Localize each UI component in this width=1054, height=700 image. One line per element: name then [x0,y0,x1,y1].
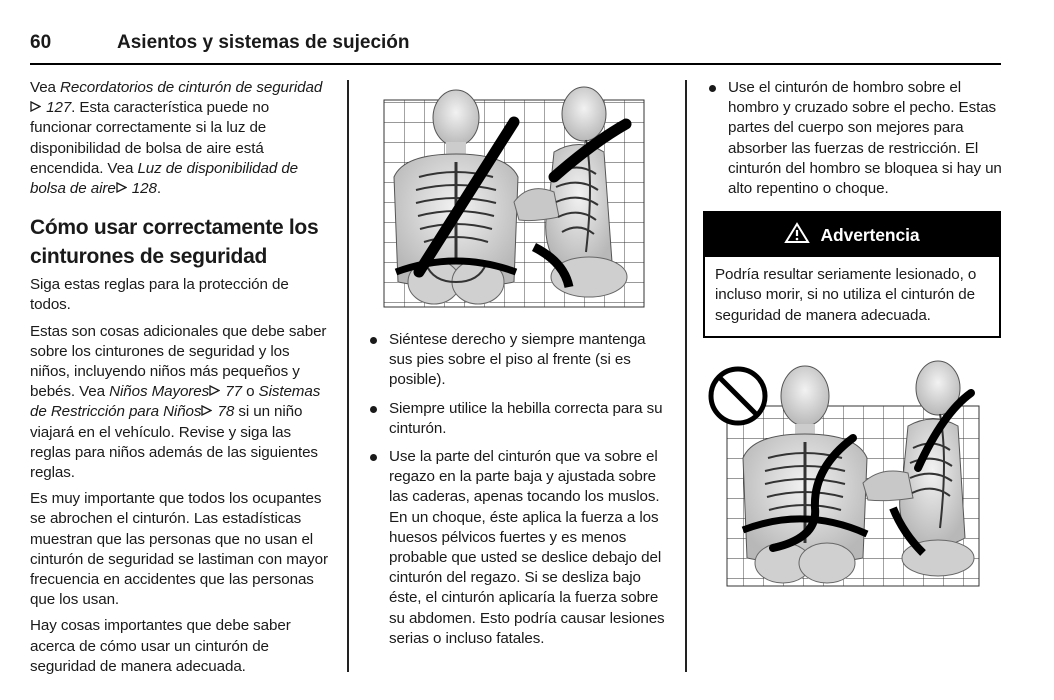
text: . Esta característica puede no funcionar correctamente si la luz de disponibilidad de bolsa de aire está encendida. Vea [30,99,270,177]
text: si un niño viajará en el vehículo. Revise y siga las reglas para niños además de las siguientes reglas. [30,403,318,482]
link-child-restraints[interactable]: Sistemas de Restricción para Niños [30,383,321,421]
link-airbag-light[interactable]: Luz de disponibilidad de bolsa de aire [30,159,299,198]
bullet-list [364,330,669,649]
link-seatbelt-reminders[interactable]: Recordatorios de cinturón de seguridad [60,79,323,96]
section-title-line: Cómo usar correctamente los [30,216,319,240]
section-title-line: cinturones de seguridad [30,245,267,269]
warning-title: Advertencia [820,225,920,246]
page-number: 60 [30,32,52,53]
page-ref[interactable]: 127 [46,99,72,117]
section-title [30,213,330,271]
column-left [30,78,330,683]
paragraph-statistics: Es muy importante que todos los ocupantes se abrochen el cinturón. Las estadísticas muestran que las personas que no usan el cinturón de seguridad se lastiman con mayor frecuencia en accidentes que las personas que los usan. [30,490,328,609]
list-item: Use el cinturón de hombro sobre el hombro y cruzado sobre el pecho. Estas partes del cuerpo son mejores para absorber las fuerzas de restricción. El cinturón del hombro se bloquea si hay un alto repentino o choque. [703,78,1003,199]
warning-text: Podría resultar seriamente lesionado, o incluso morir, si no utiliza el cinturón de seguridad de manera adecuada. [715,266,977,324]
warning-triangle-icon [784,222,810,248]
list-item: Siéntese derecho y siempre mantenga sus pies sobre el piso al frente (si es posible). [364,330,669,391]
column-middle [364,82,669,657]
page-ref[interactable]: 128 [131,180,157,198]
figure-incorrect-belt [703,358,1003,590]
list-item: Use la parte del cinturón que va sobre el regazo en la parte baja y ajustada sobre las caderas, apenas tocando los muslos. En un choque, éste aplica la fuerza a los huesos pélvicos fuertes y es menos probable que usted se deslice debajo del cinturón del regazo. Si se desliza bajo éste, el cinturón aplicaría la fuerza sobre su abdomen. Esto podría causar lesiones serias o incluso fatales. [364,447,669,649]
arrow-right-icon [201,405,213,416]
arrow-right-icon [116,182,128,193]
column-right [703,78,1003,590]
warning-box [703,211,1001,338]
link-older-children[interactable]: Niños Mayores [109,383,210,401]
list-item: Siempre utilice la hebilla correcta para su cinturón. [364,399,669,439]
arrow-right-icon [209,385,221,396]
bullet-list [703,78,1003,199]
prohibited-icon [711,369,765,423]
chapter-title: Asientos y sistemas de sujeción [117,32,410,53]
text: . [156,180,161,198]
page-header [30,30,1001,65]
figure-correct-belt [364,82,669,310]
paragraph-rules: Siga estas reglas para la protección de todos. [30,276,289,314]
paragraph-important: Hay cosas importantes que debe saber acerca de cómo usar un cinturón de seguridad de manera adecuada. [30,617,291,675]
warning-header [705,213,999,257]
text: o [241,383,259,401]
column-divider [347,80,349,672]
page-ref[interactable]: 77 [225,383,242,401]
text: Vea [30,79,61,96]
arrow-right-icon [30,101,42,112]
paragraph-reminders [30,78,330,199]
column-divider [685,80,687,672]
text: Estas son cosas adicionales que debe saber sobre los cinturones de seguridad y los niños, incluyendo niños más pequeños y bebés. Vea [30,322,327,401]
page-ref[interactable]: 78 [217,403,235,421]
paragraph-children [30,322,330,484]
